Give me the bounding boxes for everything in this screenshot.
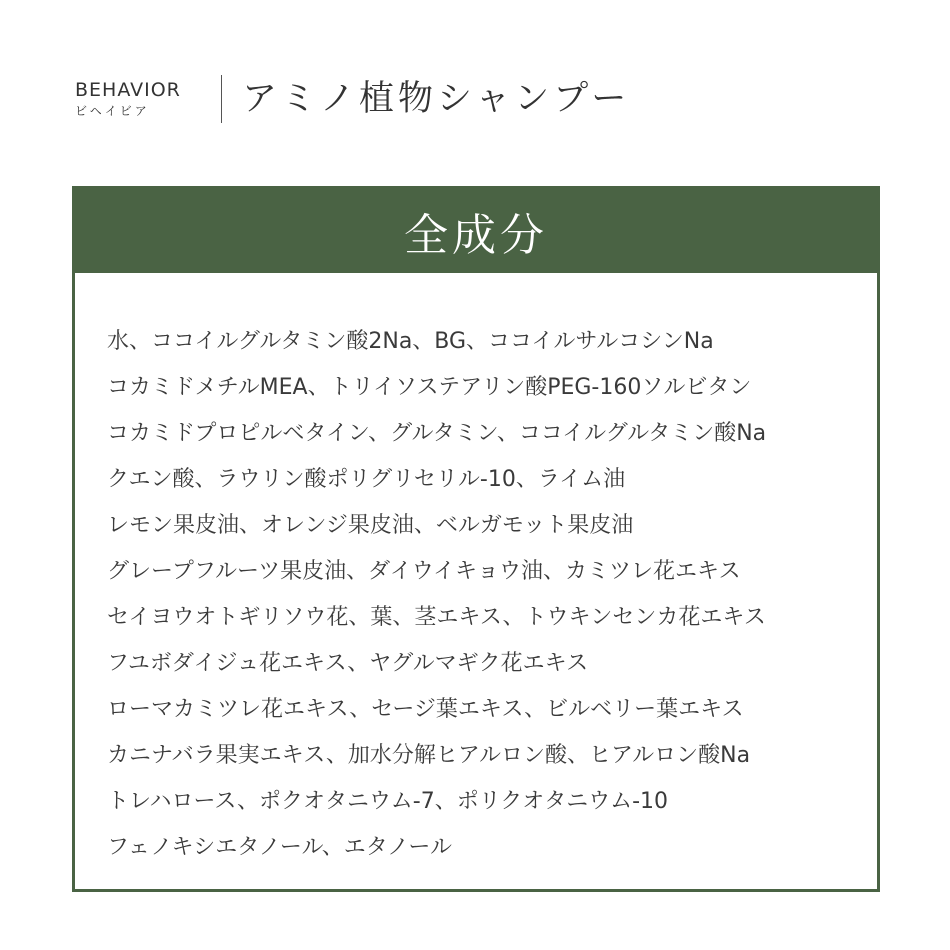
product-title: アミノ植物シャンプー — [242, 79, 631, 119]
ingredient-line: グレープフルーツ果皮油、ダイウイキョウ油、カミツレ花エキス — [107, 559, 741, 584]
ingredients-panel-header — [75, 189, 877, 273]
page-header — [75, 72, 630, 126]
ingredient-line: セイヨウオトギリソウ花、葉、茎エキス、トウキンセンカ花エキス — [107, 605, 766, 630]
ingredient-line: ローマカミツレ花エキス、セージ葉エキス、ビルベリー葉エキス — [107, 697, 744, 722]
ingredient-line: コカミドメチルMEA、トリイソステアリン酸PEG-160ソルビタン — [107, 375, 752, 400]
brand-name-en: BEHAVIOR — [75, 79, 181, 101]
ingredient-line: カニナバラ果実エキス、加水分解ヒアルロン酸、ヒアルロン酸Na — [107, 743, 751, 768]
ingredient-line: クエン酸、ラウリン酸ポリグリセリル-10、ライム油 — [107, 467, 626, 492]
ingredient-line: 水、ココイルグルタミン酸2Na、BG、ココイルサルコシンNa — [107, 329, 714, 354]
brand-name-kana: ビヘイビア — [75, 104, 150, 118]
ingredient-line: フユボダイジュ花エキス、ヤグルマギク花エキス — [107, 651, 589, 676]
ingredients-panel — [72, 186, 880, 892]
ingredient-line: コカミドプロピルベタイン、グルタミン、ココイルグルタミン酸Na — [107, 421, 767, 446]
header-divider — [221, 75, 222, 123]
ingredient-line: レモン果皮油、オレンジ果皮油、ベルガモット果皮油 — [107, 513, 634, 538]
ingredients-list — [75, 273, 877, 871]
ingredient-line: フェノキシエタノール、エタノール — [107, 835, 452, 860]
ingredient-line: トレハロース、ポクオタニウム-7、ポリクオタニウム-10 — [107, 789, 669, 814]
ingredients-title: 全成分 — [404, 210, 548, 261]
brand-logo — [75, 79, 205, 119]
